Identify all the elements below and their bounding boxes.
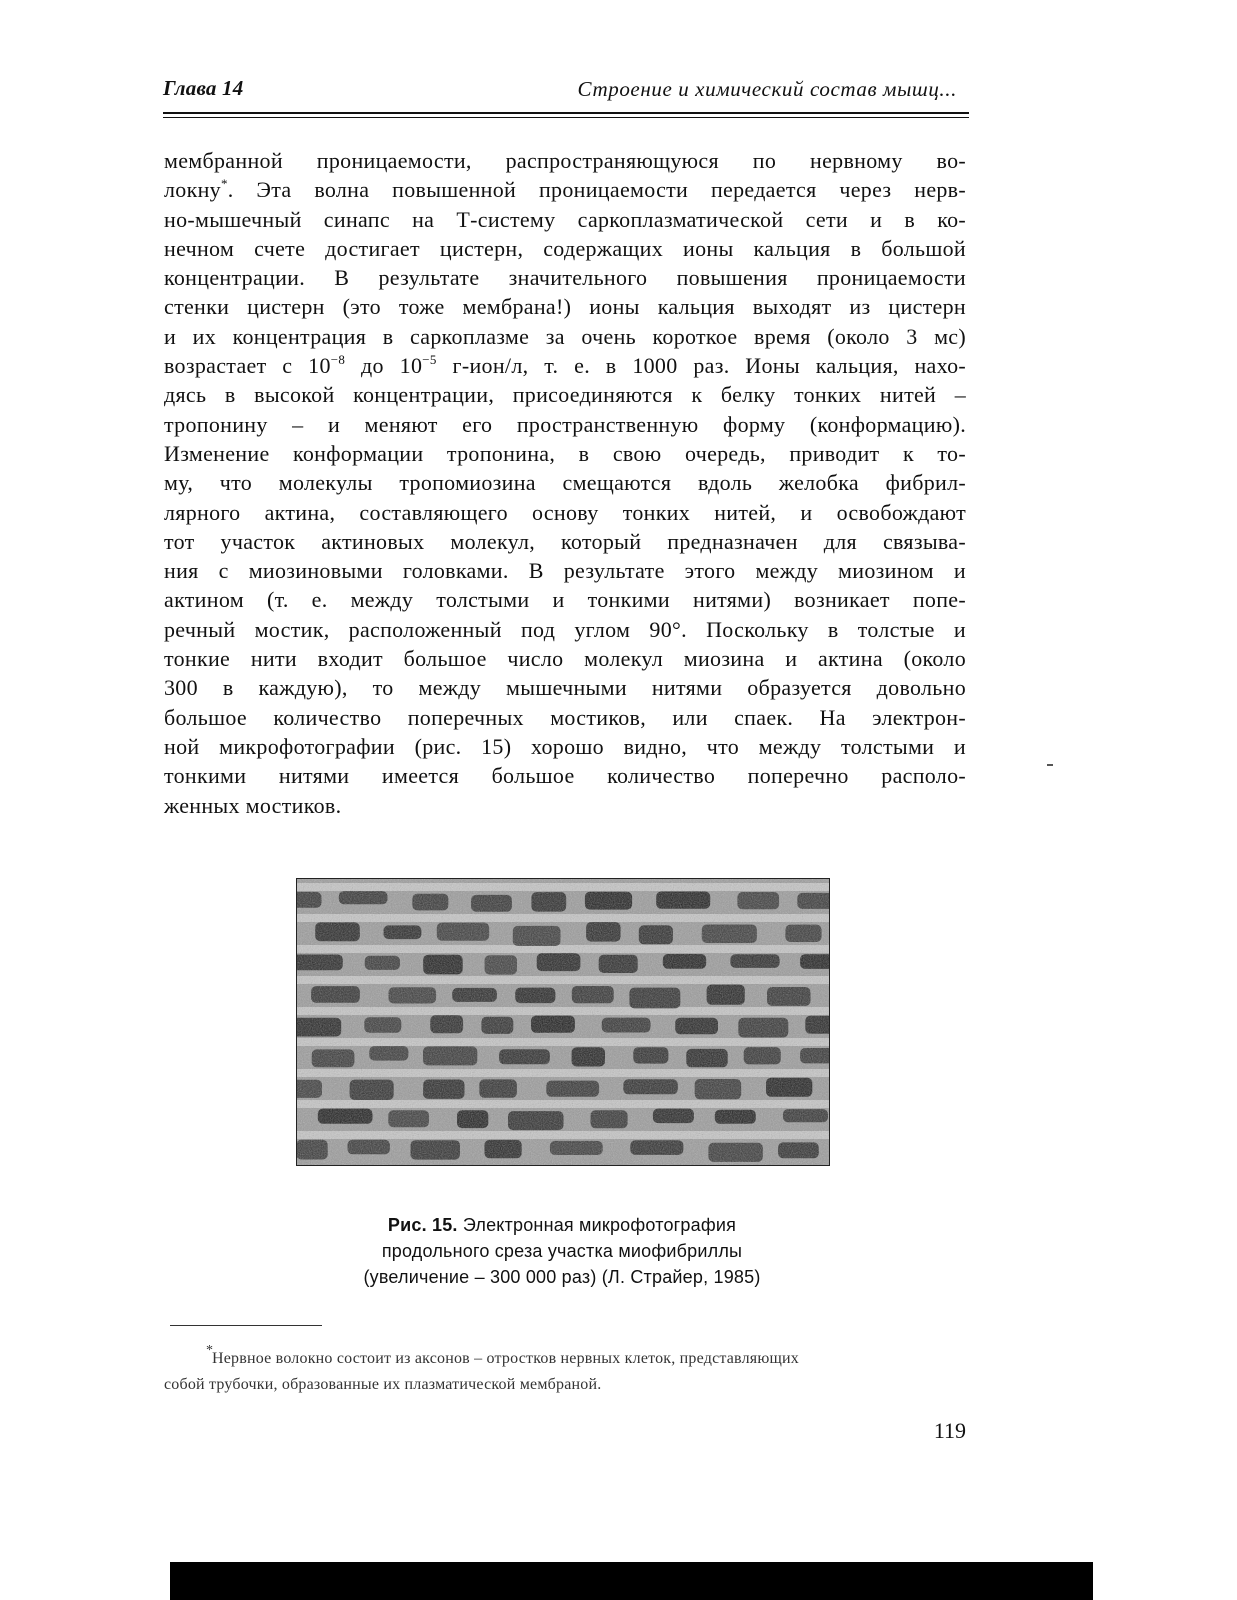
text-line	[164, 175, 966, 204]
page-header	[163, 76, 969, 106]
exponent: −8	[330, 352, 346, 368]
text-line: но-мышечный синапс на Т-систему саркоплазматической сети и в ко-	[164, 206, 966, 232]
text-line: женных мостиков.	[164, 792, 342, 818]
text-line: речный мостик, расположенный под углом 90°. Поскольку в толстые и	[164, 616, 966, 642]
text-line: му, что молекулы тропомиозина смещаются вдоль желобка фибрил-	[164, 470, 966, 496]
caption-line: (увеличение – 300 000 раз) (Л. Страйер, 1985)	[363, 1267, 761, 1287]
text-fragment: г-ион/л, т. е. в 1000 раз. Ионы кальция, нахо-	[436, 353, 967, 379]
micrograph-svg	[297, 879, 829, 1165]
text-fragment: локну	[164, 177, 221, 203]
text-line: лярного актина, составляющего основу тонких нитей, и освобождают	[164, 499, 966, 525]
text-line: мембранной проницаемости, распространяющуюся по нервному во-	[164, 148, 966, 173]
text-line: 300 в каждую), то между мышечными нитями образуется довольно	[164, 675, 966, 701]
text-line: концентрации. В результате значительного повышения проницаемости	[164, 265, 966, 291]
text-line: тот участок актиновых молекул, который предназначен для связыва-	[164, 528, 966, 554]
text-line	[164, 351, 966, 380]
footnote-ref: *	[220, 176, 228, 192]
footnote-mark: *	[206, 1343, 214, 1358]
footnote-divider	[170, 1325, 322, 1326]
text-line: актином (т. е. между толстыми и тонкими нитями) возникает попе-	[164, 587, 966, 613]
header-divider-thin	[163, 117, 969, 118]
scan-edge-bar	[170, 1562, 1093, 1600]
text-line: дясь в высокой концентрации, присоединяются к белку тонких нитей –	[164, 382, 966, 408]
text-line: стенки цистерн (это тоже мембрана!) ионы кальция выходят из цистерн	[164, 294, 966, 320]
footnote-line: Нервное волокно состоит из аксонов – отростков нервных клеток, представляющих	[212, 1350, 799, 1367]
chapter-label: Глава 14	[163, 76, 244, 100]
figure-caption	[296, 1212, 828, 1290]
caption-text: Электронная микрофотография	[457, 1215, 737, 1235]
margin-mark	[1047, 764, 1053, 766]
text-line: тонкими нитями имеется большое количество поперечно располо-	[164, 763, 966, 789]
text-fragment: возрастает с 10	[164, 353, 331, 379]
text-line: тропонину – и меняют его пространственную форму (конформацию).	[164, 411, 966, 437]
text-line: нечном счете достигает цистерн, содержащих ионы кальция в большой	[164, 235, 966, 261]
figure-label: Рис. 15.	[387, 1215, 458, 1235]
page-number: 119	[933, 1418, 966, 1443]
caption-line: продольного среза участка миофибриллы	[381, 1241, 743, 1261]
header-divider	[163, 112, 969, 114]
text-fragment: до 10	[345, 353, 423, 379]
running-title: Строение и химический состав мышц...	[577, 77, 957, 101]
caption-line	[296, 1212, 828, 1238]
text-line: и их концентрация в саркоплазме за очень короткое время (около 3 мс)	[164, 323, 966, 349]
text-line: ния с миозиновыми головками. В результате этого между миозином и	[164, 558, 966, 584]
footnote-line: собой трубочки, образованные их плазматической мембраной.	[164, 1376, 602, 1393]
text-fragment: . Эта волна повышенной проницаемости передается через нерв-	[227, 177, 966, 203]
footnote	[164, 1343, 966, 1398]
text-line: большое количество поперечных мостиков, или спаек. На электрон-	[164, 704, 966, 730]
text-line: ной микрофотографии (рис. 15) хорошо видно, что между толстыми и	[164, 733, 966, 759]
exponent: −5	[422, 352, 437, 368]
electron-micrograph-image	[296, 878, 830, 1166]
text-line: Изменение конформации тропонина, в свою очередь, приводит к то-	[164, 440, 966, 466]
text-line: тонкие нити входит большое число молекул миозина и актина (около	[164, 646, 966, 672]
main-text	[164, 146, 966, 820]
